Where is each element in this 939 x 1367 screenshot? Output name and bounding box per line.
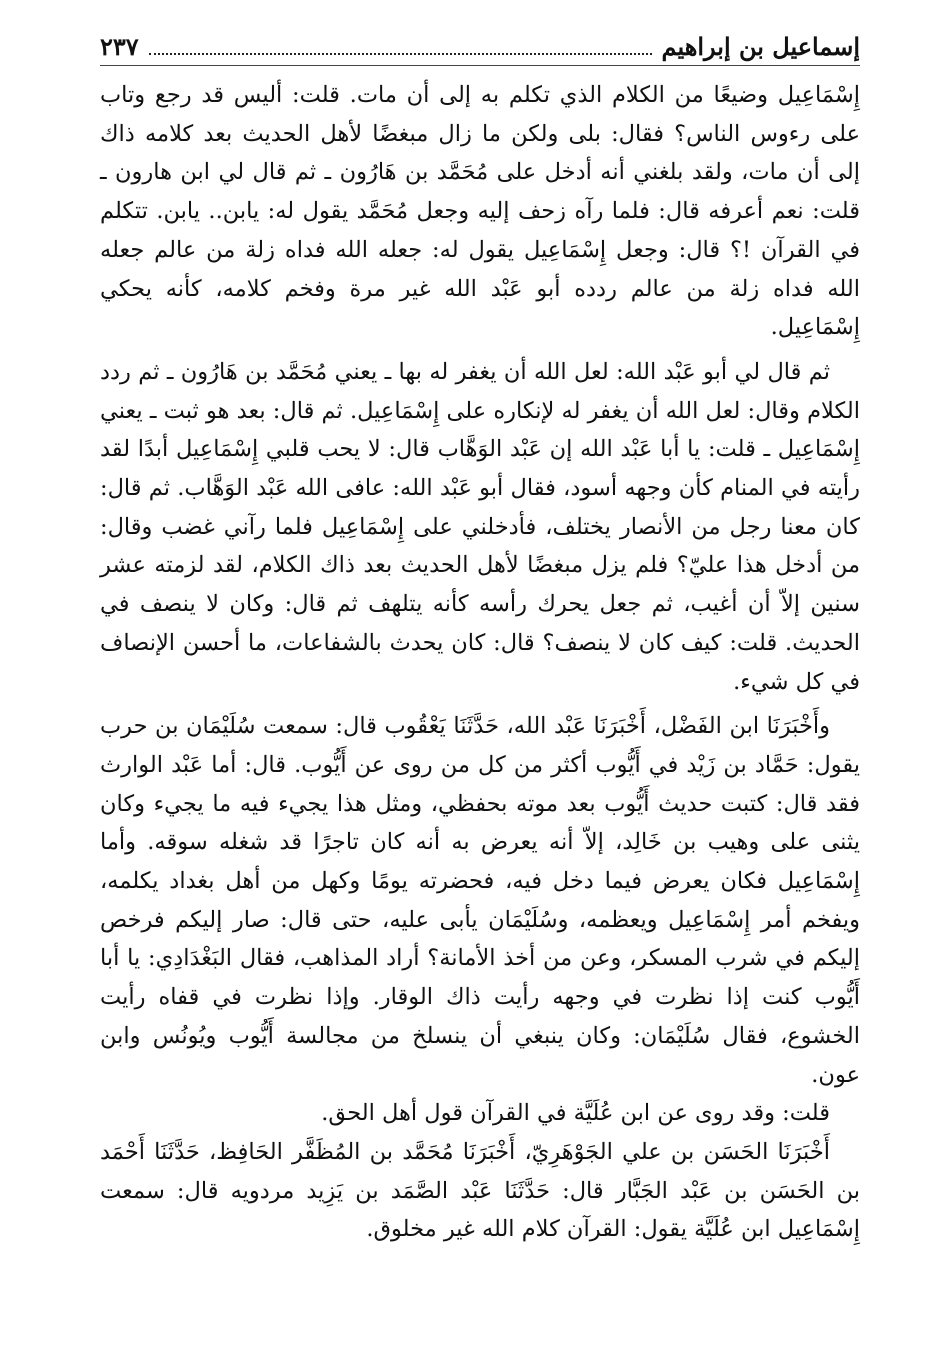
document-page [100,32,860,1249]
paragraph: أَخْبَرَنَا الحَسَن بن علي الجَوْهَرِيّ، أَخْبَرَنَا مُحَمَّد بن المُظَفَّر الحَافِظ، حَدَّثَنَا أَحْمَد بن الحَسَن بن عَبْد الجَبَّار قال: حَدَّثَنَا عَبْد الصَّمَد بن يَزِيد مردويه قال: سمعت إِسْمَاعِيل ابن عُلَيَّة يقول: القرآن كلام الله غير مخلوق. [100,1138,860,1243]
paragraph: قلت: وقد روى عن ابن عُلَيَّة في القرآن قول أهل الحق. [321,1100,830,1127]
page-number: ٢٣٧ [100,32,139,61]
header-dot-leader [149,52,652,55]
paragraph: ثم قال لي أبو عَبْد الله: لعل الله أن يغفر له بها ـ يعني مُحَمَّد بن هَارُون ـ ثم ردد الكلام وقال: لعل الله أن يغفر له لإنكاره على إِسْمَاعِيل. ثم قال: بعد هو ثبت ـ يعني إِسْمَاعِيل ـ قلت: يا أبا عَبْد الله إن عَبْد الوَهَّاب قال: لا يحب قلبي إِسْمَاعِيل أبدًا لقد رأيته في المنام كأن وجهه أسود، فقال أبو عَبْد الله: عافى الله عَبْد الوَهَّاب. ثم قال: كان معنا رجل من الأنصار يختلف، فأدخلني على إِسْمَاعِيل فلما رآني غضب وقال: من أدخل هذا عليّ؟ فلم يزل مبغضًا لأهل الحديث بعد ذاك الكلام، لقد لزمته عشر سنين إلاّ أن أغيب، ثم جعل يحرك رأسه كأنه يتلهف ثم قال: وكان لا ينصف في الحديث. قلت: كيف كان لا ينصف؟ قال: كان يحدث بالشفاعات، ما أحسن الإنصاف في كل شيء. [100,358,860,695]
page-header [100,32,860,66]
running-title: إسماعيل بن إبراهيم [661,32,860,61]
paragraph: وأَخْبَرَنَا ابن الفَضْل، أَخْبَرَنَا عَبْد الله، حَدَّثَنَا يَعْقُوب قال: سمعت سُلَيْمَان بن حرب يقول: حَمَّاد بن زَيْد في أَيُّوب أكثر من كل من روى عن أَيُّوب. قال: أما عَبْد الوارث فقد قال: كتبت حديث أَيُّوب بعد موته بحفظي، ومثل هذا يجيء فيه ما يجيء وكان يثنى على وهيب بن خَالِد، إلاّ أنه يعرض به أنه كان تاجرًا قد شغله سوقه. وأما إِسْمَاعِيل فكان يعرض فيما دخل فيه، فحضرته يومًا وكهل من أهل بغداد يكلمه، ويفخم أمر إِسْمَاعِيل ويعظمه، وسُلَيْمَان يأبى عليه، حتى قال: صار إليكم فرخص إليكم في شرب المسكر، وعن من أخذ الأمانة؟ أراد المذاهب، فقال البَغْدَادِي: يا أبا أَيُّوب كنت إذا نظرت في وجهه رأيت ذاك الوقار. وإذا نظرت في قفاه رأيت الخشوع، فقال سُلَيْمَان: وكان ينبغي أن ينسلخ من مجالسة أَيُّوب ويُونُس وابن عون. [100,713,860,1088]
paragraph: إِسْمَاعِيل وضيعًا من الكلام الذي تكلم به إلى أن مات. قلت: أليس قد رجع وتاب على رءوس الناس؟ فقال: بلى ولكن ما زال مبغضًا لأهل الحديث بعد كلامه ذاك إلى أن مات، ولقد بلغني أنه أدخل على مُحَمَّد بن هَارُون ـ ثم قال لي ابن هارون ـ قلت: نعم أعرفه قال: فلما رآه زحف إليه وجعل مُحَمَّد يقول له: يابن.. يابن. تتكلم في القرآن !؟ قال: وجعل إِسْمَاعِيل يقول له: جعله الله فداه زلة من عالم جعله الله فداه زلة من عالم ردده أبو عَبْد الله غير مرة وفخم كلامه، كأنه يحكي إِسْمَاعِيل. [100,82,860,341]
